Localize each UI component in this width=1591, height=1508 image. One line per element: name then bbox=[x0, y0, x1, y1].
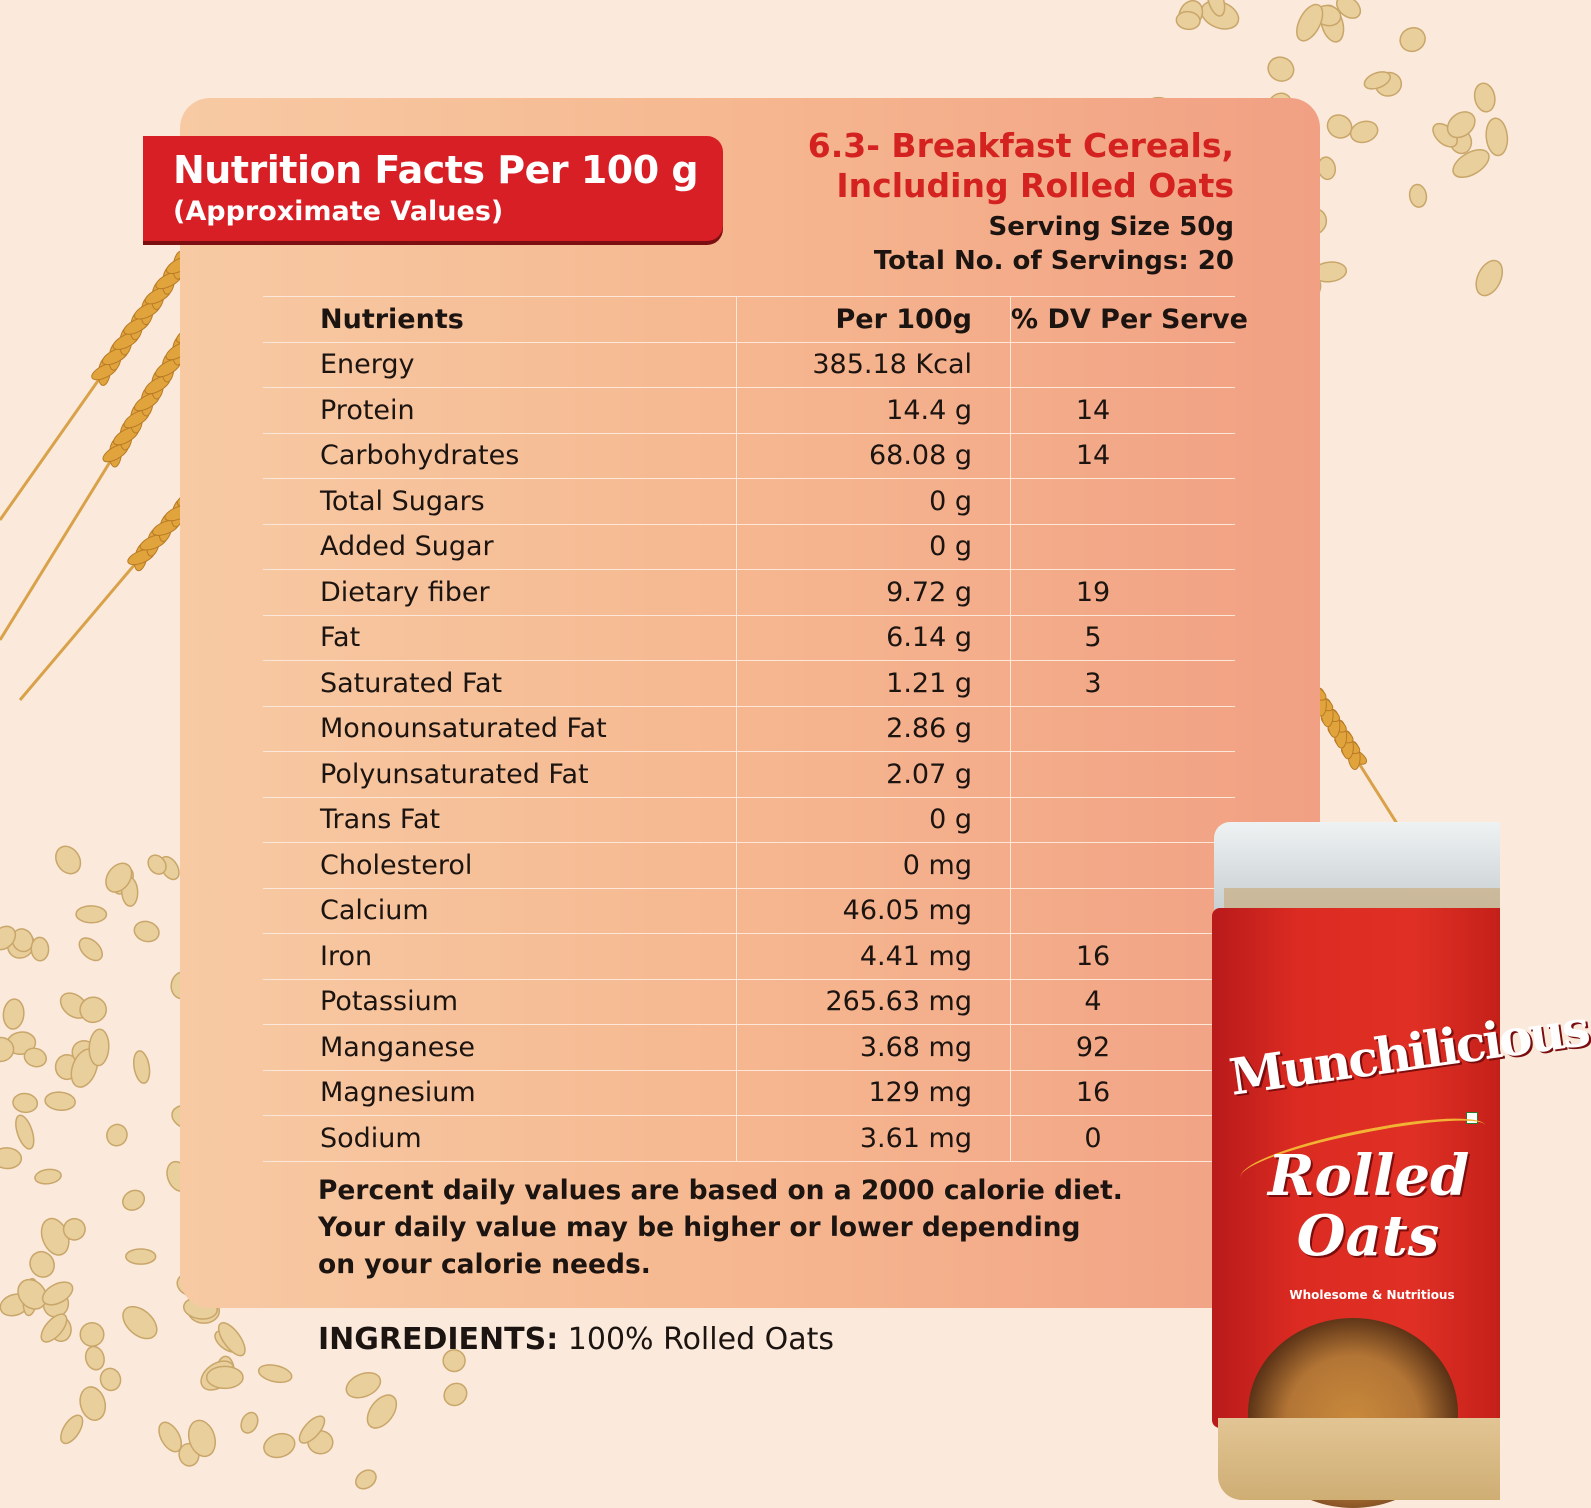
table-row bbox=[263, 524, 1235, 570]
dv-value: 14 bbox=[1011, 388, 1236, 434]
table-row bbox=[263, 843, 1235, 889]
dv-value bbox=[1011, 706, 1236, 752]
product-name bbox=[1268, 1143, 1470, 1269]
nutrient-name: Iron bbox=[263, 934, 737, 980]
column-header-per-100g: Per 100g bbox=[737, 297, 1011, 343]
table-row bbox=[263, 479, 1235, 525]
serving-info bbox=[874, 210, 1234, 278]
table-row bbox=[263, 706, 1235, 752]
per-100g-value: 3.61 mg bbox=[737, 1116, 1011, 1162]
dv-value: 92 bbox=[1011, 1025, 1236, 1071]
nutrient-name: Calcium bbox=[263, 888, 737, 934]
product-tagline: Wholesome & Nutritious bbox=[1289, 1288, 1455, 1302]
page-title: Nutrition Facts Per 100 g bbox=[173, 148, 699, 192]
nutrition-table-body bbox=[263, 342, 1235, 1161]
footnote bbox=[318, 1172, 1178, 1283]
per-100g-value: 46.05 mg bbox=[737, 888, 1011, 934]
nutrient-name: Polyunsaturated Fat bbox=[263, 752, 737, 798]
nutrient-name: Added Sugar bbox=[263, 524, 737, 570]
dv-value bbox=[1011, 479, 1236, 525]
per-100g-value: 2.07 g bbox=[737, 752, 1011, 798]
column-header-nutrients: Nutrients bbox=[263, 297, 737, 343]
table-row bbox=[263, 797, 1235, 843]
nutrient-name: Potassium bbox=[263, 979, 737, 1025]
table-row bbox=[263, 888, 1235, 934]
ingredients-value: 100% Rolled Oats bbox=[567, 1322, 835, 1357]
footnote-line: on your calorie needs. bbox=[318, 1249, 651, 1280]
nutrient-name: Sodium bbox=[263, 1116, 737, 1162]
per-100g-value: 385.18 Kcal bbox=[737, 342, 1011, 388]
jar-bottom-oats bbox=[1218, 1418, 1500, 1500]
product-jar bbox=[1208, 822, 1591, 1500]
table-row bbox=[263, 661, 1235, 707]
table-row bbox=[263, 1116, 1235, 1162]
nutrient-name: Magnesium bbox=[263, 1070, 737, 1116]
per-100g-value: 2.86 g bbox=[737, 706, 1011, 752]
jar-lid bbox=[1214, 822, 1500, 914]
table-row bbox=[263, 752, 1235, 798]
dv-value: 14 bbox=[1011, 433, 1236, 479]
dv-value: 0 bbox=[1011, 1116, 1236, 1162]
dv-value: 5 bbox=[1011, 615, 1236, 661]
per-100g-value: 265.63 mg bbox=[737, 979, 1011, 1025]
per-100g-value: 0 g bbox=[737, 479, 1011, 525]
jar-label bbox=[1212, 908, 1591, 1428]
per-100g-value: 3.68 mg bbox=[737, 1025, 1011, 1071]
dv-value bbox=[1011, 843, 1236, 889]
nutrient-name: Protein bbox=[263, 388, 737, 434]
per-100g-value: 1.21 g bbox=[737, 661, 1011, 707]
per-100g-value: 0 mg bbox=[737, 843, 1011, 889]
footnote-line: Percent daily values are based on a 2000 calorie diet. bbox=[318, 1175, 1123, 1206]
nutrient-name: Manganese bbox=[263, 1025, 737, 1071]
table-row bbox=[263, 433, 1235, 479]
table-row bbox=[263, 1025, 1235, 1071]
category-heading bbox=[808, 126, 1234, 206]
dv-value bbox=[1011, 797, 1236, 843]
dv-value bbox=[1011, 524, 1236, 570]
total-servings: Total No. of Servings: 20 bbox=[873, 246, 1234, 276]
nutrient-name: Trans Fat bbox=[263, 797, 737, 843]
dv-value: 19 bbox=[1011, 570, 1236, 616]
dv-value bbox=[1011, 888, 1236, 934]
dv-value: 16 bbox=[1011, 934, 1236, 980]
table-row bbox=[263, 934, 1235, 980]
title-banner bbox=[143, 136, 723, 241]
nutrient-name: Cholesterol bbox=[263, 843, 737, 889]
per-100g-value: 14.4 g bbox=[737, 388, 1011, 434]
nutrition-table bbox=[263, 296, 1248, 1162]
serving-size: Serving Size 50g bbox=[988, 212, 1234, 242]
table-row bbox=[263, 342, 1235, 388]
brand-logo: Munchilicious bbox=[1225, 998, 1591, 1107]
table-row bbox=[263, 1070, 1235, 1116]
per-100g-value: 68.08 g bbox=[737, 433, 1011, 479]
nutrient-name: Saturated Fat bbox=[263, 661, 737, 707]
per-100g-value: 9.72 g bbox=[737, 570, 1011, 616]
dv-value bbox=[1011, 752, 1236, 798]
dv-value: 3 bbox=[1011, 661, 1236, 707]
nutrient-name: Monounsaturated Fat bbox=[263, 706, 737, 752]
nutrient-name: Carbohydrates bbox=[263, 433, 737, 479]
table-row bbox=[263, 615, 1235, 661]
dv-value: 4 bbox=[1011, 979, 1236, 1025]
table-header-row bbox=[263, 297, 1235, 343]
product-name-line: Rolled bbox=[1268, 1143, 1470, 1209]
nutrient-name: Dietary fiber bbox=[263, 570, 737, 616]
category-line: 6.3- Breakfast Cereals, bbox=[807, 126, 1234, 165]
ingredients bbox=[318, 1322, 834, 1357]
per-100g-value: 6.14 g bbox=[737, 615, 1011, 661]
category-line: Including Rolled Oats bbox=[836, 166, 1234, 205]
per-100g-value: 129 mg bbox=[737, 1070, 1011, 1116]
column-header-dv: % DV Per Serve bbox=[1011, 297, 1236, 343]
ingredients-label: INGREDIENTS: bbox=[318, 1322, 559, 1357]
per-100g-value: 4.41 mg bbox=[737, 934, 1011, 980]
footnote-line: Your daily value may be higher or lower depending bbox=[318, 1212, 1081, 1243]
nutrient-name: Total Sugars bbox=[263, 479, 737, 525]
dv-value: 16 bbox=[1011, 1070, 1236, 1116]
product-name-line: Oats bbox=[1296, 1203, 1440, 1269]
table-row bbox=[263, 979, 1235, 1025]
page-subtitle: (Approximate Values) bbox=[173, 196, 504, 227]
table-row bbox=[263, 570, 1235, 616]
per-100g-value: 0 g bbox=[737, 797, 1011, 843]
nutrient-name: Fat bbox=[263, 615, 737, 661]
nutrient-name: Energy bbox=[263, 342, 737, 388]
table-row bbox=[263, 388, 1235, 434]
per-100g-value: 0 g bbox=[737, 524, 1011, 570]
dv-value bbox=[1011, 342, 1236, 388]
